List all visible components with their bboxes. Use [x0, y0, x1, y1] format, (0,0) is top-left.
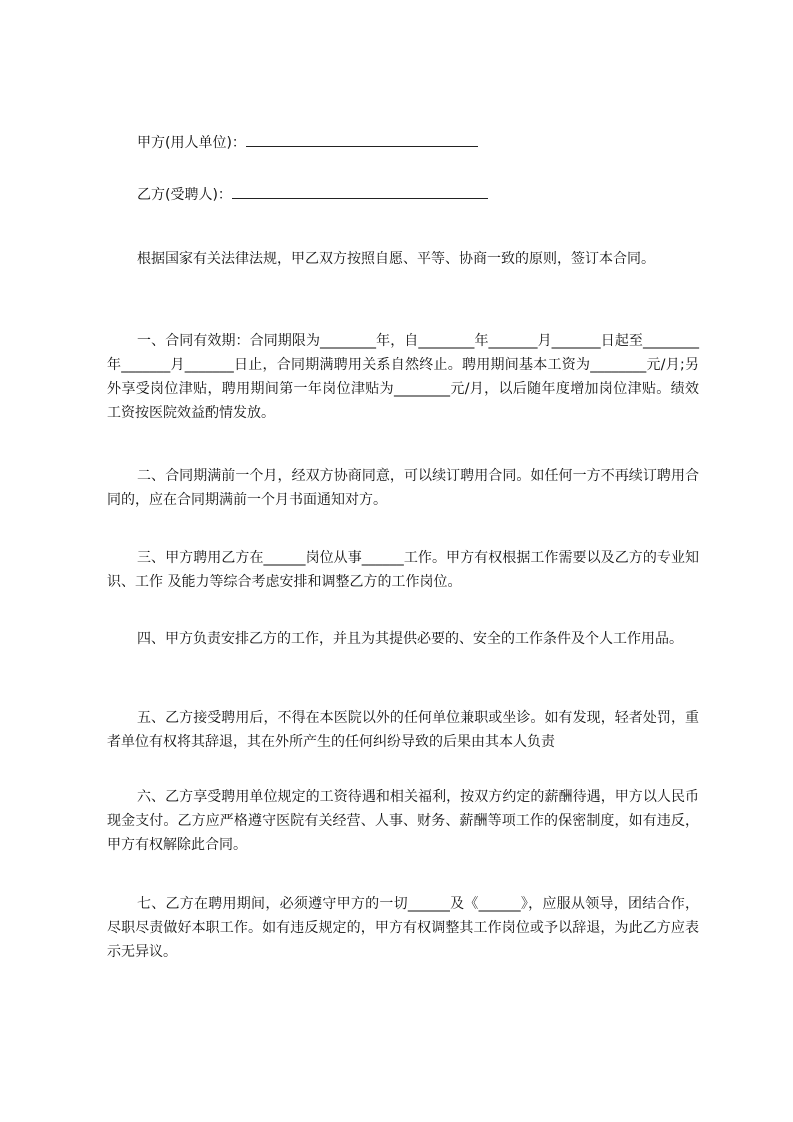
- article-7-rules: 七、乙方在聘用期间，必须遵守甲方的一切______及《______》，应服从领导，团结合作，尽职尽责做好本职工作。如有违反规定的，甲方有权调整其工作岗位或予以辞退，为此乙方应表示无异议。: [107, 896, 699, 960]
- party-a-label: 甲方(用人单位)：: [137, 135, 246, 151]
- article-6-compensation: 六、乙方享受聘用单位规定的工资待遇和相关福利，按双方约定的薪酬待遇，甲方以人民币现金支付。乙方应严格遵守医院有关经营、人事、财务、薪酬等项工作的保密制度，如有违反，甲方有权解除此合同。: [107, 789, 699, 853]
- article-3-position: 三、甲方聘用乙方在______岗位从事______工作。甲方有权根据工作需要以及乙方的专业知识、工作 及能力等综合考虑安排和调整乙方的工作岗位。: [107, 550, 699, 590]
- article-5-no-moonlighting: 五、乙方接受聘用后，不得在本医院以外的任何单位兼职或坐诊。如有发现，轻者处罚，重者单位有权将其辞退，其在外所产生的任何纠纷导致的后果由其本人负责: [107, 710, 699, 750]
- intro-paragraph: 根据国家有关法律法规，甲乙双方按照自愿、平等、协商一致的原则，签订本合同。: [137, 251, 655, 267]
- party-a-line: [137, 132, 478, 153]
- party-b-label: 乙方(受聘人)：: [137, 187, 232, 203]
- party-a-blank: [246, 132, 478, 147]
- party-b-line: [137, 184, 488, 205]
- party-b-blank: [232, 184, 488, 199]
- article-4-conditions: 四、甲方负责安排乙方的工作，并且为其提供必要的、安全的工作条件及个人工作用品。: [137, 631, 683, 647]
- article-2-renewal: 二、合同期满前一个月，经双方协商同意，可以续订聘用合同。如任何一方不再续订聘用合同的，应在合同期满前一个月书面通知对方。: [107, 468, 699, 508]
- article-1-term: 一、合同有效期：合同期限为________年，自________年_______月_______日起至________年_______月_______日止，合同期满聘用关系自然终止。聘用期间基本工资为________元/月;另外享受岗位津贴，聘用期间第一年岗位津贴为________元/月，以后随年度增加岗位津贴。绩效工资按医院效益酌情发放。: [107, 333, 699, 421]
